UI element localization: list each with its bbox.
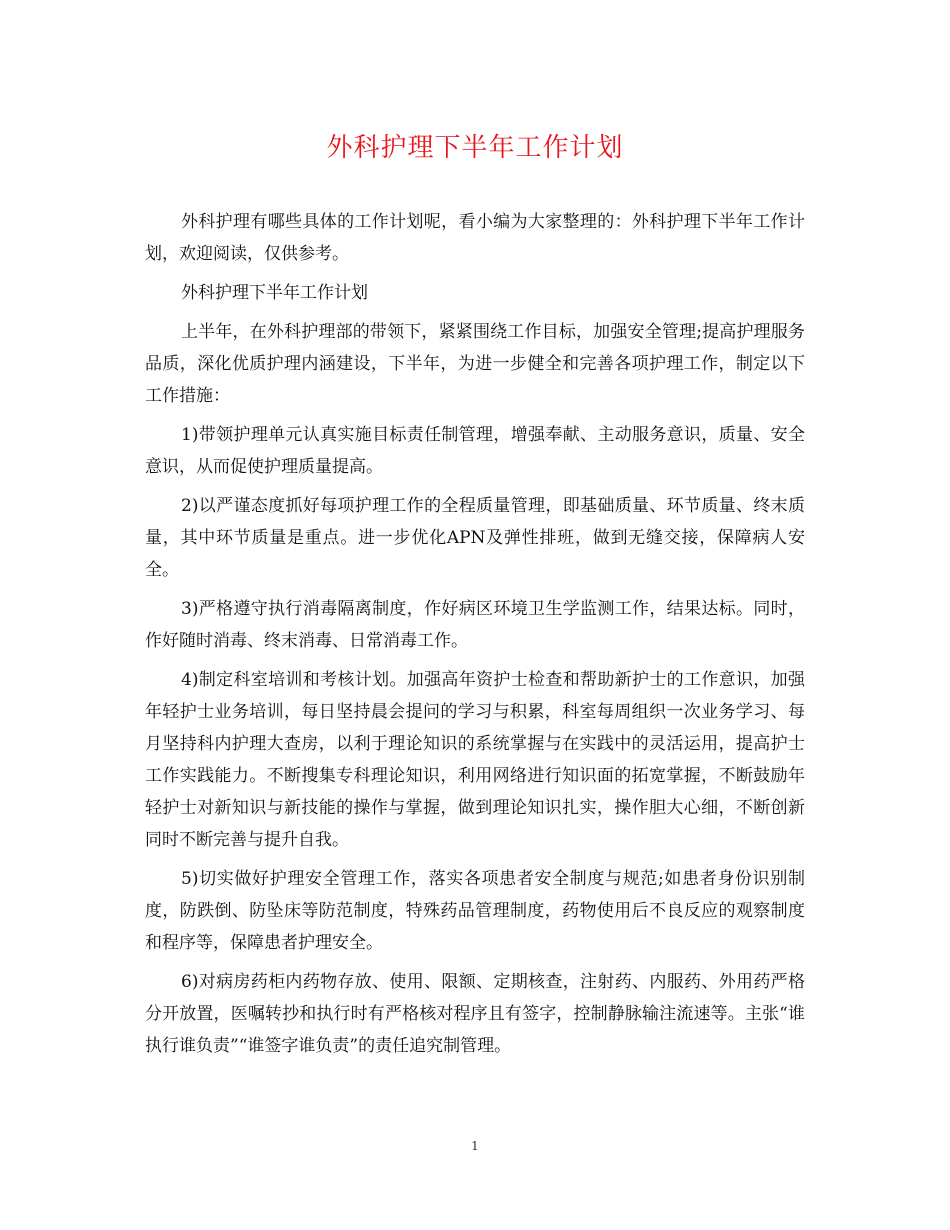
paragraph-item-1: 1)带领护理单元认真实施目标责任制管理，增强奉献、主动服务意识，质量、安全意识，从而促使护理质量提高。 xyxy=(145,425,805,477)
paragraph-item-2: 2)以严谨态度抓好每项护理工作的全程质量管理，即基础质量、环节质量、终末质量，其中环节质量是重点。进一步优化APN及弹性排班，做到无缝交接，保障病人安全。 xyxy=(145,496,805,580)
paragraph-item-5: 5)切实做好护理安全管理工作，落实各项患者安全制度与规范;如患者身份识别制度，防跌倒、防坠床等防范制度，特殊药品管理制度，药物使用后不良反应的观察制度和程序等，保障患者护理安全。 xyxy=(145,869,805,953)
paragraph-intro: 外科护理有哪些具体的工作计划呢，看小编为大家整理的：外科护理下半年工作计划，欢迎阅读，仅供参考。 xyxy=(145,212,805,264)
document-body xyxy=(145,206,805,1069)
paragraph-subtitle: 外科护理下半年工作计划 xyxy=(181,283,368,303)
paragraph-item-6: 6)对病房药柜内药物存放、使用、限额、定期核查，注射药、内服药、外用药严格分开放置，医嘱转抄和执行时有严格核对程序且有签字，控制静脉输注流速等。主张“谁执行谁负责”“谁签字谁负责”的责任追究制管理。 xyxy=(145,972,805,1056)
page-number: 1 xyxy=(471,1139,479,1153)
paragraph-overview: 上半年，在外科护理部的带领下，紧紧围绕工作目标，加强安全管理;提高护理服务品质，深化优质护理内涵建设，下半年，为进一步健全和完善各项护理工作，制定以下工作措施： xyxy=(145,322,805,406)
paragraph-item-4: 4)制定科室培训和考核计划。加强高年资护士检查和帮助新护士的工作意识，加强年轻护士业务培训，每日坚持晨会提问的学习与积累，科室每周组织一次业务学习、每月坚持科内护理大查房，以利于理论知识的系统掌握与在实践中的灵活运用，提高护士工作实践能力。不断搜集专科理论知识，利用网络进行知识面的拓宽掌握，不断鼓励年轻护士对新知识与新技能的操作与掌握，做到理论知识扎实，操作胆大心细，不断创新同时不断完善与提升自我。 xyxy=(145,670,805,850)
paragraph-item-3: 3)严格遵守执行消毒隔离制度，作好病区环境卫生学监测工作，结果达标。同时，作好随时消毒、终末消毒、日常消毒工作。 xyxy=(145,599,805,651)
document-title: 外科护理下半年工作计划 xyxy=(326,133,624,163)
